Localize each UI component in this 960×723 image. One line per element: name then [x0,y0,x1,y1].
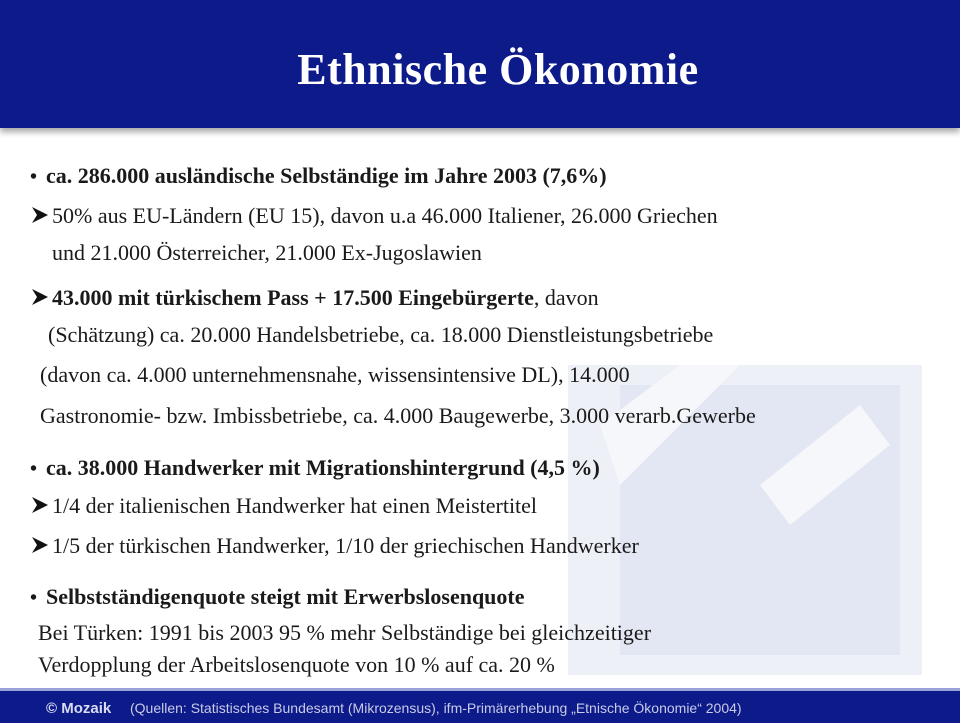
section3-line2: Verdopplung der Arbeitslosenquote von 10 % auf ca. 20 % [38,652,555,677]
slide-title: Ethnische Ökonomie [297,45,699,94]
section1-item2-line2: (Schätzung) ca. 20.000 Handelsbetriebe, ca. 18.000 Dienstleistungsbetriebe [48,322,714,347]
section1-item1-cont: und 21.000 Österreicher, 21.000 Ex-Jugoslawien [52,240,482,265]
section1-heading: • ca. 286.000 ausländische Selbständige im Jahre 2003 (7,6%) [30,163,607,188]
arrow-bullet-icon [30,495,50,515]
section3-line1: Bei Türken: 1991 bis 2003 95 % mehr Selbständige bei gleichzeitiger [38,620,652,645]
section2-item1: 1/4 der italienischen Handwerker hat einen Meistertitel [30,493,537,519]
round-bullet-icon: • [30,458,38,480]
section2-item2: 1/5 der türkischen Handwerker, 1/10 der griechischen Handwerker [30,533,639,559]
section2-heading: • ca. 38.000 Handwerker mit Migrationshintergrund (4,5 %) [30,455,600,480]
section1-item2: 43.000 mit türkischem Pass + 17.500 Eingebürgerte, davon [30,285,599,311]
arrow-bullet-icon [30,287,50,307]
source-note: (Quellen: Statistisches Bundesamt (Mikrozensus), ifm-Primärerhebung „Etnische Ökonomie“ 2004) [130,700,742,716]
section1-item1: 50% aus EU-Ländern (EU 15), davon u.a 46.000 Italiener, 26.000 Griechen [30,203,718,229]
section3-heading: • Selbstständigenquote steigt mit Erwerbslosenquote [30,584,525,609]
round-bullet-icon: • [30,166,38,188]
mozaik-logo: © Mozaik [46,700,112,717]
arrow-bullet-icon [30,535,50,555]
round-bullet-icon: • [30,587,38,609]
arrow-bullet-icon [30,205,50,225]
footer-bar [0,688,960,723]
section1-item2-line4: Gastronomie- bzw. Imbissbetriebe, ca. 4.000 Baugewerbe, 3.000 verarb.Gewerbe [40,403,756,428]
section1-item2-line3: (davon ca. 4.000 unternehmensnahe, wissensintensive DL), 14.000 [40,362,630,387]
